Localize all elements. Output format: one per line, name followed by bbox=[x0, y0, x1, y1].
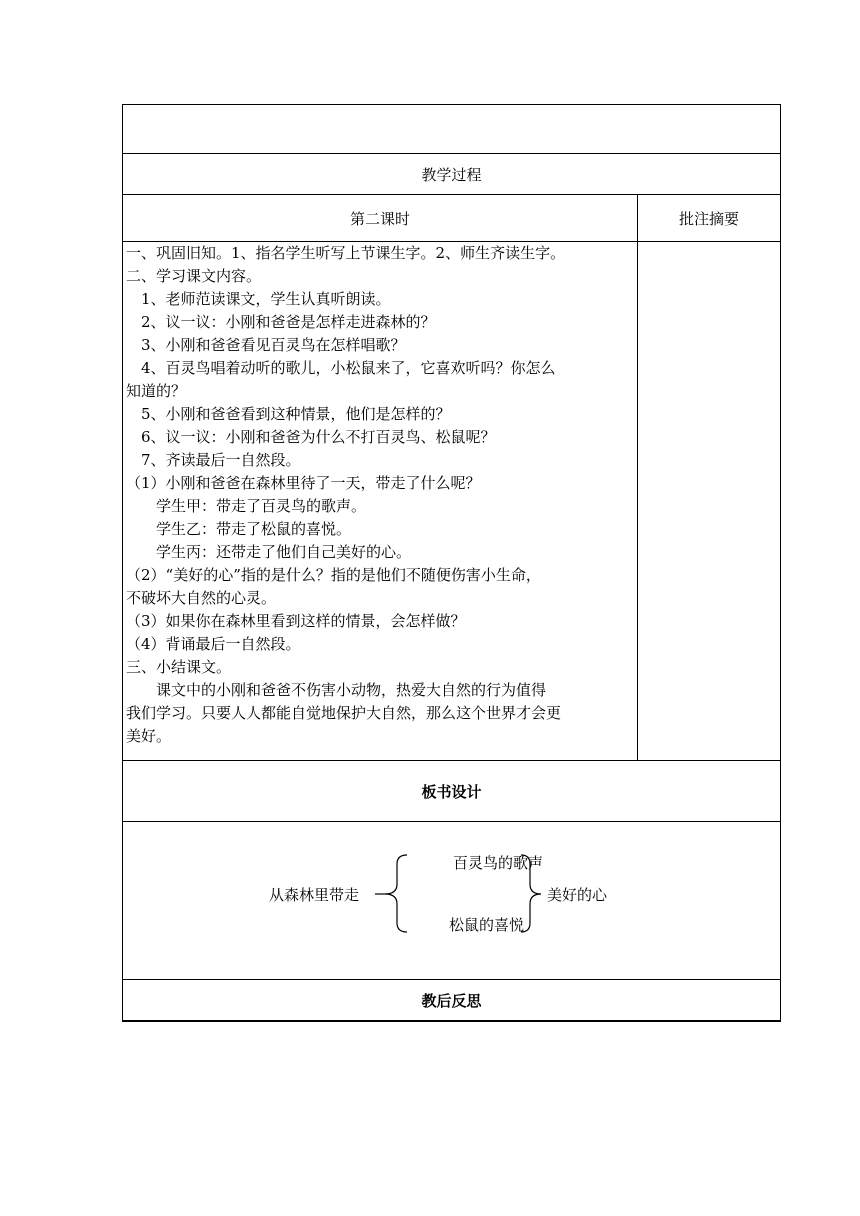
lesson-line: 知道的？ bbox=[126, 382, 187, 400]
lesson-line: （2）“美好的心”指的是什么？指的是他们不随便伤害小生命， bbox=[126, 566, 541, 584]
board-bottom-label: 松鼠的喜悦 bbox=[449, 916, 525, 934]
lesson-line: 学生乙：带走了松鼠的喜悦。 bbox=[126, 520, 352, 538]
lesson-line: 课文中的小刚和爸爸不伤害小动物，热爱大自然的行为值得 bbox=[126, 681, 547, 699]
blank-cell bbox=[123, 105, 781, 154]
left-brace bbox=[385, 855, 407, 932]
lesson-line: 一、巩固旧知。1、指名学生听写上节课生字。2、师生齐读生字。 bbox=[126, 244, 566, 262]
board-left-label: 从森林里带走 bbox=[269, 886, 360, 904]
lesson-line: 不破坏大自然的心灵。 bbox=[126, 589, 277, 607]
lesson-line: 学生丙：还带走了他们自己美好的心。 bbox=[126, 543, 412, 561]
lesson-line: （3）如果你在森林里看到这样的情景，会怎样做？ bbox=[126, 612, 466, 630]
lesson-line: 学生甲：带走了百灵鸟的歌声。 bbox=[126, 497, 367, 515]
lesson-content-cell bbox=[123, 242, 638, 761]
lesson-line: 7、齐读最后一自然段。 bbox=[126, 451, 301, 469]
board-top-label: 百灵鸟的歌声 bbox=[453, 854, 544, 872]
notes-cell bbox=[638, 242, 781, 761]
column-header-row bbox=[123, 195, 781, 242]
brace-lines bbox=[123, 822, 781, 979]
lesson-body-row bbox=[123, 242, 781, 761]
board-title-row bbox=[123, 761, 781, 822]
lesson-line: 三、小结课文。 bbox=[126, 658, 232, 676]
lesson-column-header: 第二课时 bbox=[123, 195, 638, 242]
process-header-row bbox=[123, 154, 781, 195]
lesson-line: 4、百灵鸟唱着动听的歌儿，小松鼠来了，它喜欢听吗？你怎么 bbox=[126, 359, 556, 377]
lesson-plan-document bbox=[122, 104, 780, 1022]
lesson-content bbox=[123, 242, 637, 748]
lesson-line: 2、议一议：小刚和爸爸是怎样走进森林的？ bbox=[126, 313, 436, 331]
process-header: 教学过程 bbox=[123, 154, 781, 195]
lesson-line: 美好。 bbox=[126, 727, 172, 745]
lesson-line: （1）小刚和爸爸在森林里待了一天，带走了什么呢？ bbox=[126, 474, 481, 492]
notes-column-header: 批注摘要 bbox=[638, 195, 781, 242]
board-design-cell bbox=[123, 822, 781, 980]
board-design-title: 板书设计 bbox=[123, 761, 781, 822]
lesson-plan-table bbox=[122, 104, 781, 1022]
board-right-label: 美好的心 bbox=[547, 886, 608, 904]
lesson-line: 6、议一议：小刚和爸爸为什么不打百灵鸟、松鼠呢？ bbox=[126, 428, 496, 446]
reflection-title: 教后反思 bbox=[123, 980, 781, 1022]
lesson-line: 我们学习。只要人人都能自觉地保护大自然，那么这个世界才会更 bbox=[126, 704, 562, 722]
reflection-row bbox=[123, 980, 781, 1022]
blank-top-row bbox=[123, 105, 781, 154]
board-diagram bbox=[123, 822, 780, 979]
lesson-line: 二、学习课文内容。 bbox=[126, 267, 262, 285]
lesson-line: 3、小刚和爸爸看见百灵鸟在怎样唱歌？ bbox=[126, 336, 406, 354]
lesson-line: （4）背诵最后一自然段。 bbox=[126, 635, 301, 653]
board-row bbox=[123, 822, 781, 980]
lesson-line: 1、老师范读课文，学生认真听朗读。 bbox=[126, 290, 391, 308]
lesson-line: 5、小刚和爸爸看到这种情景，他们是怎样的？ bbox=[126, 405, 451, 423]
